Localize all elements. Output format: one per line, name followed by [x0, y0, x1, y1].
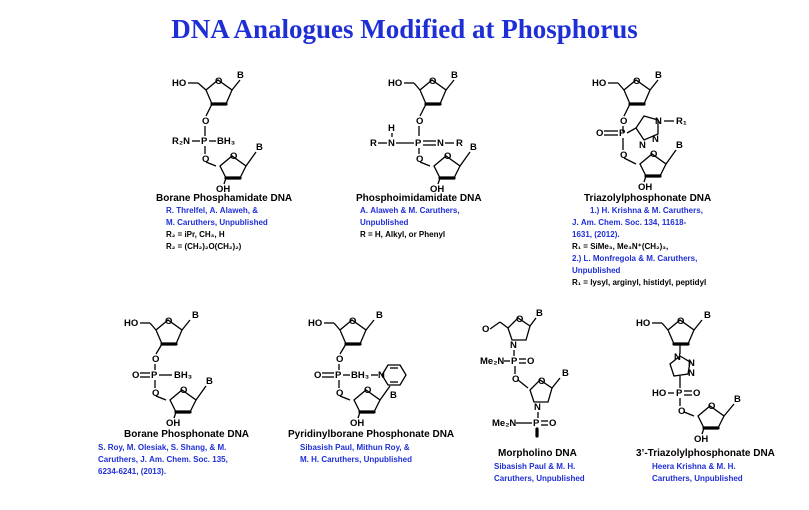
ref-line: M. Caruthers, Unpublished: [166, 218, 271, 227]
svg-text:O: O: [202, 154, 210, 165]
ref-line: M. H. Caruthers, Unpublished: [300, 455, 415, 464]
svg-text:N: N: [688, 368, 695, 379]
ref-line: S. Roy, M. Olesiak, S. Shang, & M.: [98, 443, 229, 452]
svg-text:O: O: [633, 76, 641, 87]
svg-text:B: B: [536, 308, 543, 319]
ref-line: 6234-6241, (2013).: [98, 467, 169, 476]
ref-line: Heera Krishna & M. H.: [652, 462, 738, 471]
svg-text:N: N: [388, 138, 395, 149]
svg-text:Me₂N: Me₂N: [492, 418, 517, 429]
svg-text:HO: HO: [636, 318, 651, 329]
svg-text:HO: HO: [172, 78, 187, 89]
svg-text:O: O: [549, 418, 557, 429]
svg-text:P: P: [676, 388, 683, 399]
svg-text:N: N: [655, 116, 662, 127]
svg-text:O: O: [693, 388, 701, 399]
ref-line: A. Alaweh & M. Caruthers,: [360, 206, 462, 215]
pyridinylborane-phosphonate-structure: [302, 306, 452, 431]
svg-text:R₁: R₁: [676, 116, 687, 127]
svg-text:OH: OH: [694, 434, 709, 445]
svg-text:B: B: [256, 142, 263, 153]
ref-line: [360, 241, 362, 253]
svg-text:HO: HO: [308, 318, 323, 329]
borane-phosphonate-structure: [118, 306, 258, 431]
svg-text:P: P: [619, 128, 626, 139]
svg-text:Me₂N: Me₂N: [480, 356, 505, 367]
svg-text:O: O: [527, 356, 535, 367]
svg-text:O: O: [512, 374, 520, 385]
svg-text:O: O: [416, 116, 424, 127]
svg-text:B: B: [451, 70, 458, 81]
svg-text:HO: HO: [124, 318, 139, 329]
ref-line: Caruthers, J. Am. Chem. Soc. 135,: [98, 455, 231, 464]
svg-text:P: P: [201, 136, 208, 147]
svg-text:O: O: [429, 76, 437, 87]
phosphoimidamidate-structure: [360, 66, 500, 195]
svg-text:O: O: [314, 370, 322, 381]
ref-line: Sibasish Paul & M. H.: [494, 462, 578, 471]
svg-text:O: O: [538, 376, 546, 387]
svg-text:N: N: [437, 138, 444, 149]
svg-text:P: P: [335, 370, 342, 381]
svg-text:O: O: [152, 354, 160, 365]
svg-text:O: O: [444, 151, 452, 162]
svg-text:O: O: [650, 149, 658, 160]
svg-text:HO: HO: [592, 78, 607, 89]
svg-text:P: P: [511, 356, 518, 367]
ref-line: Caruthers, Unpublished: [652, 474, 745, 483]
svg-text:O: O: [336, 354, 344, 365]
substituent-line: R₂ = (CH₂)₂O(CH₂)₂): [166, 242, 244, 251]
panel-name-borane-phosphonate: Borane Phosphonate DNA: [124, 429, 252, 440]
svg-text:O: O: [516, 314, 524, 325]
svg-text:O: O: [708, 401, 716, 412]
svg-text:O: O: [677, 316, 685, 327]
svg-text:N: N: [639, 140, 646, 151]
svg-text:B: B: [676, 140, 683, 151]
svg-text:HO: HO: [388, 78, 403, 89]
svg-text:O: O: [620, 116, 628, 127]
svg-text:BH₃: BH₃: [351, 370, 370, 381]
svg-text:N: N: [652, 134, 659, 145]
svg-text:N: N: [674, 352, 681, 363]
svg-text:P: P: [151, 370, 158, 381]
svg-text:O: O: [165, 316, 173, 327]
svg-text:B: B: [655, 70, 662, 81]
ref-line: J. Am. Chem. Soc. 134, 11618-: [572, 218, 689, 227]
svg-text:R₂N: R₂N: [172, 136, 190, 147]
svg-text:O: O: [336, 388, 344, 399]
svg-text:B: B: [470, 142, 477, 153]
svg-text:O: O: [215, 76, 223, 87]
svg-text:N: N: [510, 340, 517, 351]
svg-text:BH₃: BH₃: [217, 136, 236, 147]
panel-name-pyridinylborane-phosphonate: Pyridinylborane Phosphonate DNA: [288, 429, 457, 440]
svg-text:O: O: [152, 388, 160, 399]
ref-line: Unpublished: [360, 218, 411, 227]
substituent-line: R₁ = lysyl, arginyl, histidyl, peptidyl: [572, 278, 709, 287]
svg-text:B: B: [237, 70, 244, 81]
svg-text:OH: OH: [216, 184, 231, 195]
svg-text:N: N: [534, 402, 541, 413]
svg-text:O: O: [416, 154, 424, 165]
ref-line: 1.) H. Krishna & M. Caruthers,: [590, 206, 706, 215]
triazolylphosphonate-structure: [580, 66, 720, 191]
svg-text:B: B: [390, 390, 397, 401]
svg-text:O: O: [202, 116, 210, 127]
ref-line: Caruthers, Unpublished: [494, 474, 587, 483]
page-title: DNA Analogues Modified at Phosphorus: [171, 14, 638, 44]
svg-text:O: O: [678, 406, 686, 417]
svg-text:B: B: [734, 394, 741, 405]
svg-text:N: N: [378, 370, 385, 381]
svg-text:O: O: [364, 385, 372, 396]
svg-text:B: B: [704, 310, 711, 321]
svg-text:OH: OH: [350, 418, 365, 429]
borane-phosphamidate-structure: [160, 66, 300, 195]
svg-text:B: B: [192, 310, 199, 321]
svg-text:O: O: [349, 316, 357, 327]
ref-line: 2.) L. Monfregola & M. Caruthers,: [572, 254, 700, 263]
panel-name-phosphoimidamidate: Phosphoimidamidate DNA: [356, 193, 485, 204]
panel-name-3prime-triazolylphosphonate: 3’-Triazolylphosphonate DNA: [636, 448, 778, 459]
svg-text:B: B: [376, 310, 383, 321]
svg-text:OH: OH: [638, 182, 653, 193]
3prime-triazolylphosphonate-structure: [636, 306, 786, 451]
ref-line: R. Threlfel, A. Alaweh, &: [166, 206, 261, 215]
panel-name-borane-phosphamidate: Borane Phosphamidate DNA: [156, 193, 295, 204]
substituent-line: R₁ = SiMe₃, Me₃N⁺(CH₂)₃,: [572, 242, 669, 251]
svg-text:BH₃: BH₃: [174, 370, 193, 381]
svg-text:O: O: [180, 385, 188, 396]
substituent-line: R = H, Alkyl, or Phenyl: [360, 230, 448, 239]
svg-text:R: R: [456, 138, 463, 149]
panel-name-morpholino: Morpholino DNA: [498, 448, 580, 459]
morpholino-structure: [478, 308, 608, 447]
svg-text:OH: OH: [166, 418, 181, 429]
svg-text:H: H: [388, 123, 395, 134]
svg-text:R: R: [370, 138, 377, 149]
svg-text:P: P: [533, 418, 540, 429]
svg-text:O: O: [620, 150, 628, 161]
svg-text:O: O: [132, 370, 140, 381]
svg-text:OH: OH: [430, 184, 445, 195]
svg-text:B: B: [206, 376, 213, 387]
ref-line: Unpublished: [572, 266, 623, 275]
svg-text:O: O: [230, 151, 238, 162]
ref-line: Sibasish Paul, Mithun Roy, &: [300, 443, 412, 452]
svg-text:O: O: [596, 128, 604, 139]
ref-line: 1631, (2012).: [572, 230, 622, 239]
panel-name-triazolylphosphonate: Triazolylphosphonate DNA: [584, 193, 715, 204]
svg-text:N: N: [688, 358, 695, 369]
svg-text:P: P: [415, 138, 422, 149]
svg-text:B: B: [562, 368, 569, 379]
substituent-line: R₂ = iPr, CH₃, H: [166, 230, 227, 239]
svg-text:O: O: [482, 324, 490, 335]
svg-text:HO: HO: [652, 388, 667, 399]
